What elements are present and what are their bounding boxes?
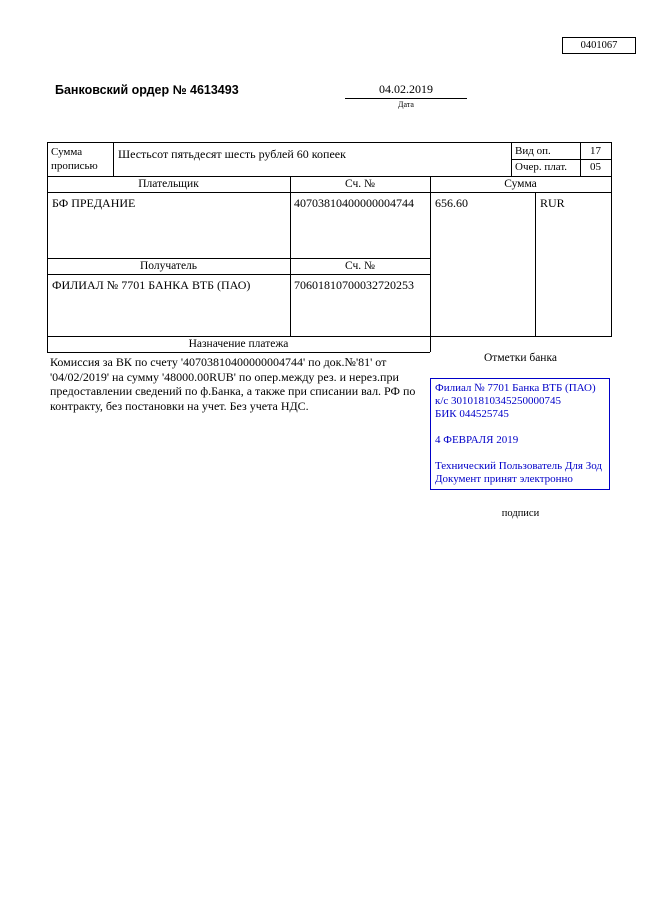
table-line — [47, 336, 612, 337]
payee-account-header: Сч. № — [344, 260, 376, 272]
table-line — [47, 258, 430, 259]
amount-words-label: Сумма прописью — [51, 146, 98, 172]
table-line — [47, 192, 612, 193]
table-line — [535, 192, 536, 336]
table-line — [611, 142, 612, 336]
op-priority-value: 05 — [590, 161, 601, 173]
op-priority-label: Очер. плат. — [515, 161, 568, 173]
date-value: 04.02.2019 — [379, 82, 433, 96]
table-line — [113, 142, 114, 176]
payee-account: 70601810700032720253 — [294, 278, 414, 292]
table-line — [290, 176, 291, 336]
amount-header: Сумма — [504, 178, 537, 190]
table-line — [47, 142, 48, 352]
payer-header: Плательщик — [138, 178, 199, 190]
stamp-line — [435, 447, 605, 460]
payer-account: 40703810400000004744 — [294, 196, 414, 210]
currency-value: RUR — [540, 196, 565, 210]
bank-stamp — [430, 378, 610, 490]
stamp-line: 4 ФЕВРАЛЯ 2019 — [435, 434, 519, 446]
payee-name: ФИЛИАЛ № 7701 БАНКА ВТБ (ПАО) — [52, 278, 251, 292]
payer-name: БФ ПРЕДАНИЕ — [52, 196, 136, 210]
signatures-label: подписи — [501, 508, 540, 519]
op-type-value: 17 — [590, 145, 601, 157]
table-line — [47, 352, 430, 353]
table-line — [511, 142, 512, 176]
payee-header: Получатель — [139, 260, 198, 272]
stamp-line: Технический Пользователь Для Зод — [435, 460, 603, 472]
table-line — [47, 142, 612, 143]
op-type-label: Вид оп. — [515, 145, 551, 157]
amount-words-value: Шестьсот пятьдесят шесть рублей 60 копеек — [118, 147, 346, 161]
payer-account-header: Сч. № — [344, 178, 376, 190]
amount-value: 656.60 — [435, 196, 468, 210]
stamp-line — [435, 421, 605, 434]
date-label: Дата — [398, 100, 414, 109]
stamp-line: Филиал № 7701 Банка ВТБ (ПАО) — [435, 382, 596, 394]
table-line — [430, 176, 431, 352]
table-line — [47, 176, 612, 177]
table-line — [511, 159, 612, 160]
bank-marks-header: Отметки банка — [484, 352, 557, 364]
stamp-line: к/с 30101810345250000745 — [435, 395, 562, 407]
stamp-line: Документ принят электронно — [435, 473, 573, 485]
purpose-header: Назначение платежа — [188, 338, 289, 350]
stamp-line: БИК 044525745 — [435, 408, 509, 420]
document-title: Банковский ордер № 4613493 — [55, 83, 239, 97]
purpose-text: Комиссия за ВК по счету '40703810400000004744' по док.№'81' от '04/02/2019' на сумму '48000.00RUB' по опер.между рез. и нерез.при предоставлении сведений по ф.Банка, а также при списании вал. РФ по контракту, без постановки на учет. Без учета НДС. — [50, 355, 416, 413]
table-line — [47, 274, 430, 275]
date-underline — [345, 98, 467, 99]
form-code-box: 0401067 — [562, 37, 636, 54]
